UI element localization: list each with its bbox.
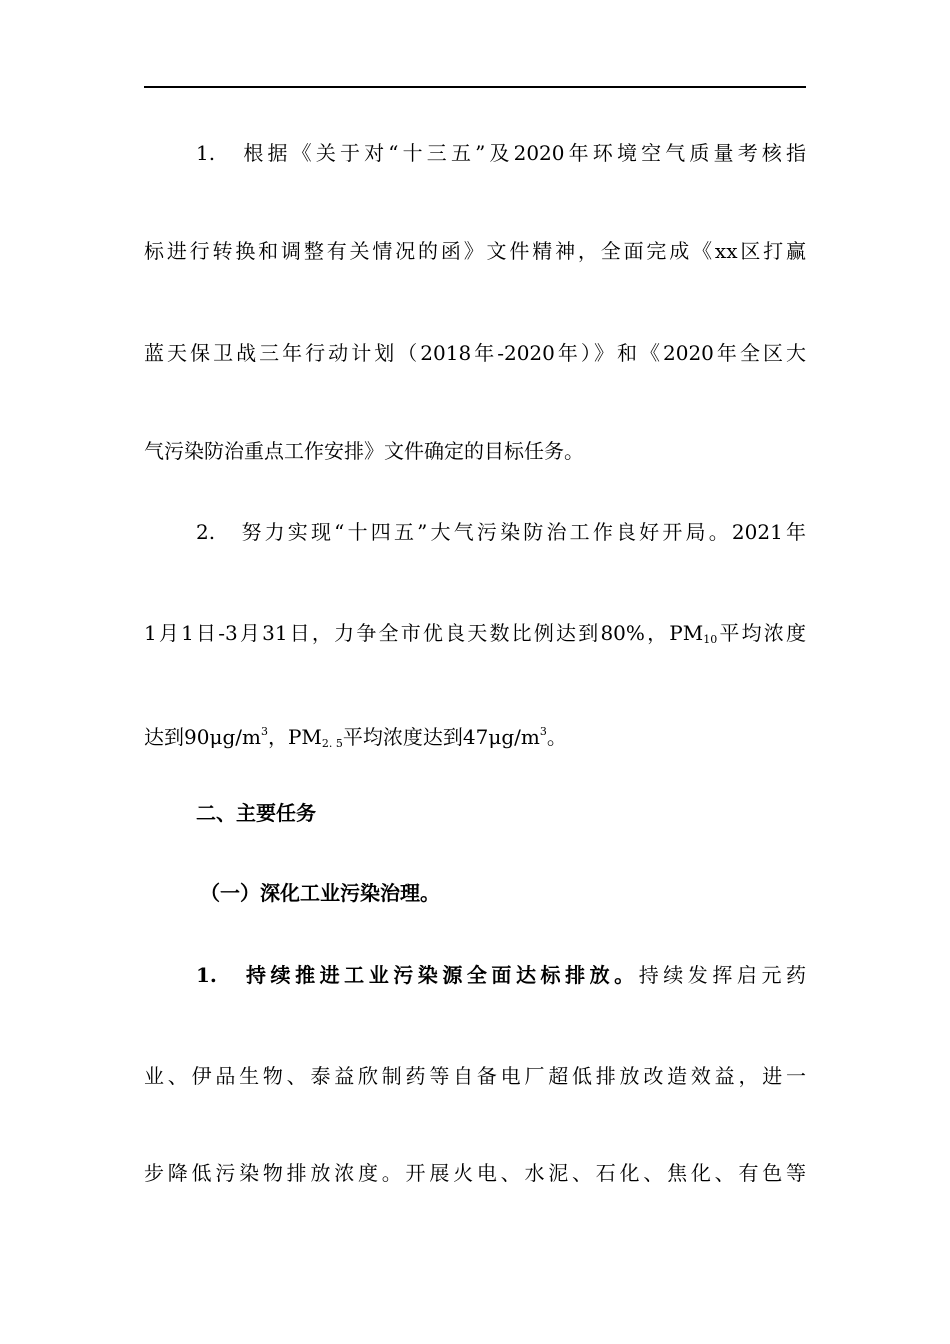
pm25-subscript: 2. 5 xyxy=(321,737,343,750)
paragraph-3-line-3: 步降低污染物排放浓度。开展火电、水泥、石化、焦化、有色等 xyxy=(144,1161,806,1185)
text-run: 平均浓度达到47μg/m xyxy=(342,725,540,749)
paragraph-2-line-2 xyxy=(144,620,806,653)
header-rule xyxy=(144,86,806,88)
superscript-3: 3 xyxy=(260,725,268,738)
paragraph-3-line-2: 业、伊品生物、泰益欣制药等自备电厂超低排放改造效益，进一 xyxy=(144,1064,806,1088)
paragraph-2-line-3 xyxy=(144,719,806,757)
text-run: ，PM xyxy=(267,725,322,749)
subsection-heading: （一）深化工业污染治理。 xyxy=(200,881,440,905)
section-heading: 二、主要任务 xyxy=(196,801,316,825)
paragraph-1-line-2: 标进行转换和调整有关情况的函》文件精神，全面完成《xx区打赢 xyxy=(144,239,806,263)
paragraph-1-line-4: 气污染防治重点工作安排》文件确定的目标任务。 xyxy=(144,439,584,463)
paragraph-1-line-3: 蓝天保卫战三年行动计划（2018年-2020年）》和《2020年全区大 xyxy=(144,341,806,365)
text-run: 达到90μg/m xyxy=(144,725,261,749)
text-run: 。 xyxy=(546,725,567,749)
paragraph-2-line-1: 2. 努力实现“十四五”大气污染防治工作良好开局。2021年 xyxy=(196,520,806,544)
text-run: 平均浓度 xyxy=(717,621,806,645)
text-run: 持续发挥启元药 xyxy=(638,963,806,987)
paragraph-3-line-1 xyxy=(144,962,806,988)
bold-lead-text: 1. 持续推进工业污染源全面达标排放。 xyxy=(196,963,639,987)
paragraph-1-line-1: 1. 根据《关于对“十三五”及2020年环境空气质量考核指 xyxy=(196,141,806,165)
pm10-subscript: 10 xyxy=(703,633,718,646)
superscript-3: 3 xyxy=(539,725,547,738)
text-run: 1月1日-3月31日，力争全市优良天数比例达到80%，PM xyxy=(144,621,704,645)
